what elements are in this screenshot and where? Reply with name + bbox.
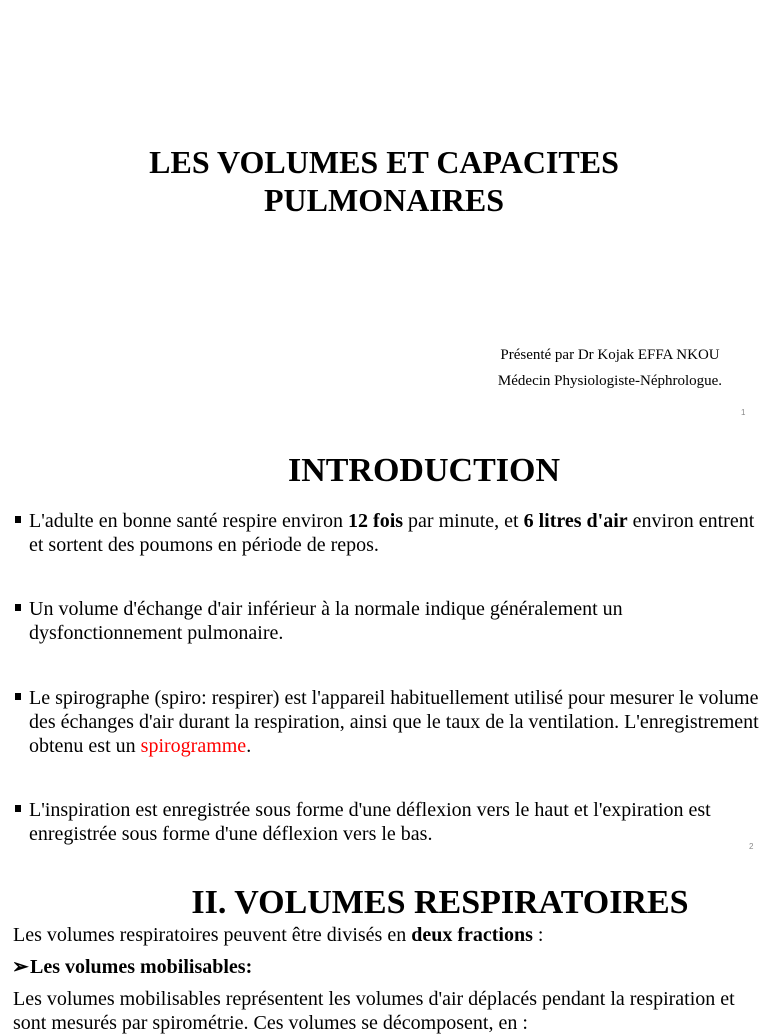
body-paragraph: Les volumes mobilisables représentent les volumes d'air déplacés pendant la respiration et sont mesurés par spirométrie. Ces volumes se décomposent, en :	[13, 988, 735, 1034]
bullet-item	[12, 686, 760, 758]
bullet-text: environ entrent et sortent des poumons en période de repos.	[29, 510, 755, 556]
bullet-item	[12, 509, 760, 557]
bullet-item	[12, 798, 760, 846]
slide-3	[0, 860, 768, 1034]
arrow-bullet-icon: ➢	[12, 956, 29, 978]
bullet-text: L'inspiration est enregistrée sous forme d'une déflexion vers le haut et l'expiration est enregistrée sous forme d'une déflexion vers le bas.	[29, 799, 711, 845]
paragraph-text: :	[532, 924, 544, 946]
bullet-text: par minute, et	[403, 510, 524, 532]
subheading	[12, 954, 252, 980]
slide-1-title	[0, 143, 768, 219]
bullet-text: Le spirographe (spiro: respirer) est l'appareil habituellement utilisé pour mesurer le volume des échanges d'air durant la respiration, ainsi que le taux de la ventilation. L'enregistrement obtenu est un	[29, 687, 759, 757]
bullet-text: Un volume d'échange d'air inférieur à la normale indique généralement un dysfonctionnement pulmonaire.	[29, 598, 623, 644]
title-line-2: PULMONAIRES	[263, 182, 504, 218]
highlighted-term: spirogramme	[140, 735, 247, 757]
presenter-name: Présenté par Dr Kojak EFFA NKOU	[500, 347, 720, 363]
bullet-emphasis: 12 fois	[348, 510, 404, 532]
slide-2-title: INTRODUCTION	[287, 452, 561, 489]
paragraph-emphasis: deux fractions	[411, 924, 533, 946]
bullet-text: L'adulte en bonne santé respire environ	[29, 510, 349, 532]
page-number: 2	[749, 842, 754, 851]
presenter-block	[470, 342, 750, 394]
subheading-text: Les volumes mobilisables:	[30, 956, 253, 978]
slide-3-title: II. VOLUMES RESPIRATOIRES	[191, 884, 689, 921]
page-number: 1	[741, 408, 746, 417]
slide-1	[0, 0, 768, 430]
title-line-1: LES VOLUMES ET CAPACITES	[149, 144, 619, 180]
bullet-text: .	[246, 735, 252, 757]
bullet-emphasis: 6 litres d'air	[523, 510, 628, 532]
bullet-item	[12, 597, 760, 645]
presenter-role: Médecin Physiologiste-Néphrologue.	[497, 373, 723, 389]
intro-paragraph	[13, 923, 763, 947]
paragraph-text: Les volumes respiratoires peuvent être divisés en	[13, 924, 412, 946]
slide-2	[0, 430, 768, 860]
